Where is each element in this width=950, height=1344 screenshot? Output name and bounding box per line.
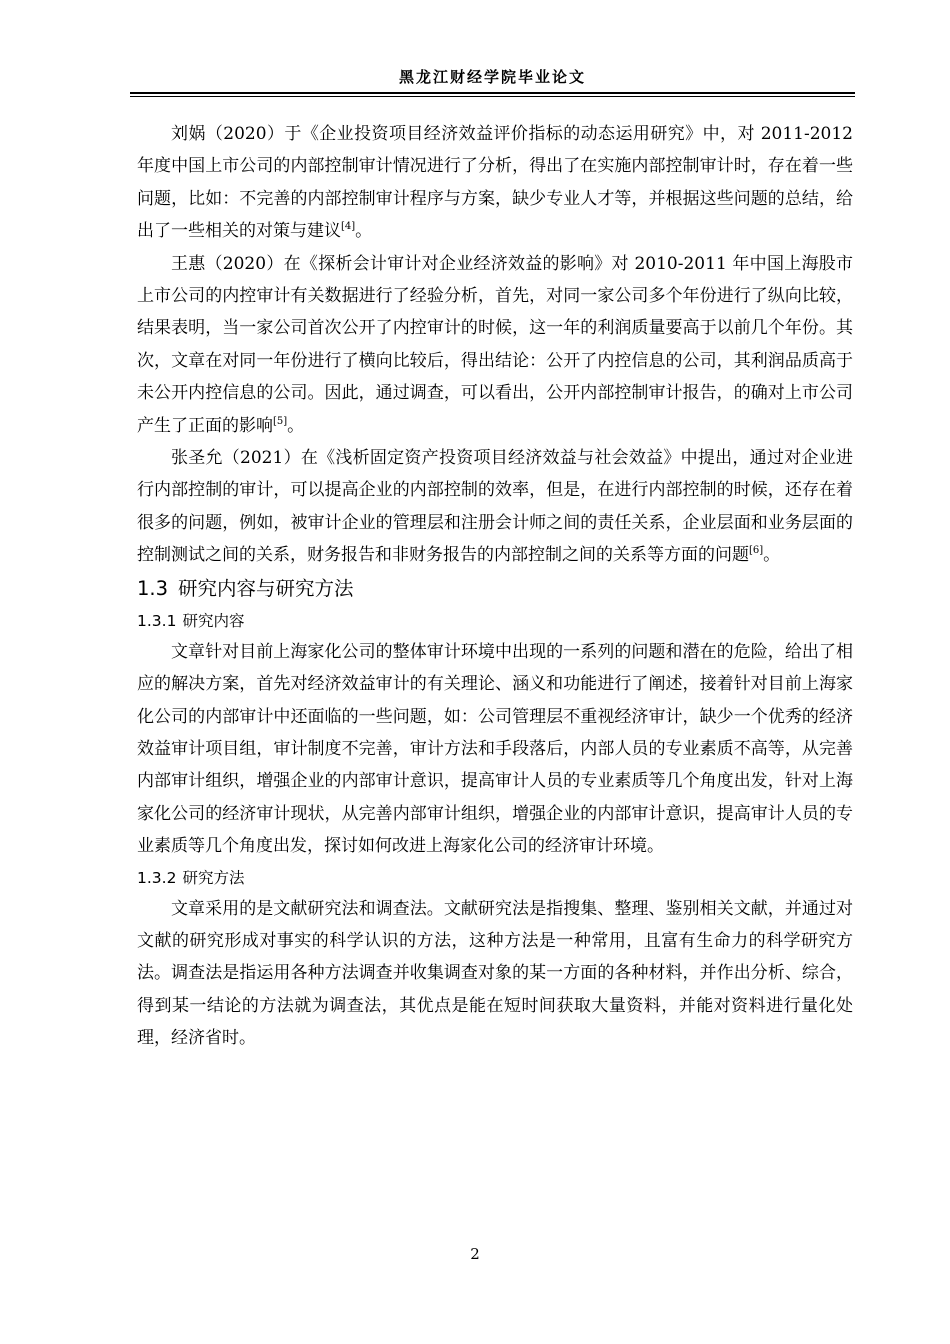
paragraph-research-content: 文章针对目前上海家化公司的整体审计环境中出现的一系列的问题和潜在的危险，给出了相应的解决方案，首先对经济效益审计的有关理论、涵义和功能进行了阐述，接着针对目前上海家化公司的内部审计中还面临的一些问题，如：公司管理层不重视经济审计，缺少一个优秀的经济效益审计项目组，审计制度不完善，审计方法和手段落后，内部人员的专业素质不高等，从完善内部审计组织，增强企业的内部审计意识，提高审计人员的专业素质等几个角度出发，针对上海家化公司的经济审计现状，从完善内部审计组织，增强企业的内部审计意识，提高审计人员的专业素质等几个角度出发，探讨如何改进上海家化公司的经济审计环境。: [137, 641, 853, 857]
subsection-number: 1.3.2: [137, 868, 177, 887]
subsection-heading-1-3-2: [137, 863, 853, 893]
paragraph-wang-hui: 王惠（2020）在《探析会计审计对企业经济效益的影响》对 2010-2011 年中国上海股市上市公司的内控审计有关数据进行了经验分析，首先，对同一家公司多个年份进行了纵向比较，结果表明，当一家公司首次公开了内控审计的时候，这一年的利润质量要高于以前几个年份。其次，文章在对同一年份进行了横向比较后，得出结论：公开了内控信息的公司，其利润品质高于未公开内控信息的公司。因此，通过调查，可以看出，公开内部控制审计报告，的确对上市公司产生了正面的影响[5]。: [137, 253, 853, 436]
subsection-title: 研究内容: [182, 611, 245, 630]
citation-5[interactable]: [5]: [273, 415, 288, 427]
running-header: 黑龙江财经学院毕业论文: [398, 68, 586, 86]
paragraph-zhang-shengyun: 张圣允（2021）在《浅析固定资产投资项目经济效益与社会效益》中提出，通过对企业进行内部控制的审计，可以提高企业的内部控制的效率，但是，在进行内部控制的时候，还存在着很多的问题，例如，被审计企业的管理层和注册会计师之间的责任关系，企业层面和业务层面的控制测试之间的关系，财务报告和非财务报告的内部控制之间的关系等方面的问题[6]。: [137, 448, 853, 566]
paragraph-research-methods: 文章采用的是文献研究法和调查法。文献研究法是指搜集、整理、鉴别相关文献，并通过对文献的研究形成对事实的科学认识的方法，这种方法是一种常用，且富有生命力的科学研究方法。调查法是指运用各种方法调查并收集调查对象的某一方面的各种材料，并作出分析、综合，得到某一结论的方法就为调查法，其优点是能在短时间获取大量资料，并能对资料进行量化处理，经济省时。: [137, 898, 853, 1049]
header-rule-thin: [130, 96, 855, 97]
citation-4[interactable]: [4]: [341, 221, 356, 233]
subsection-title: 研究方法: [182, 868, 245, 887]
subsection-number: 1.3.1: [137, 611, 177, 630]
paragraph-liu-wo: 刘娲（2020）于《企业投资项目经济效益评价指标的动态运用研究》中，对 2011-2012 年度中国上市公司的内部控制审计情况进行了分析，得出了在实施内部控制审计时，存在着一些问题，比如：不完善的内部控制审计程序与方案，缺少专业人才等，并根据这些问题的总结，给出了一些相关的对策与建议[4]。: [137, 124, 853, 242]
page-number: 2: [470, 1245, 480, 1263]
section-number: 1.3: [137, 576, 169, 600]
citation-6[interactable]: [6]: [749, 545, 764, 557]
header-rule-thick: [130, 92, 855, 94]
section-title: 研究内容与研究方法: [178, 576, 354, 600]
page-body: [137, 118, 853, 1055]
subsection-heading-1-3-1: [137, 606, 853, 636]
section-heading-1-3: [137, 572, 853, 606]
